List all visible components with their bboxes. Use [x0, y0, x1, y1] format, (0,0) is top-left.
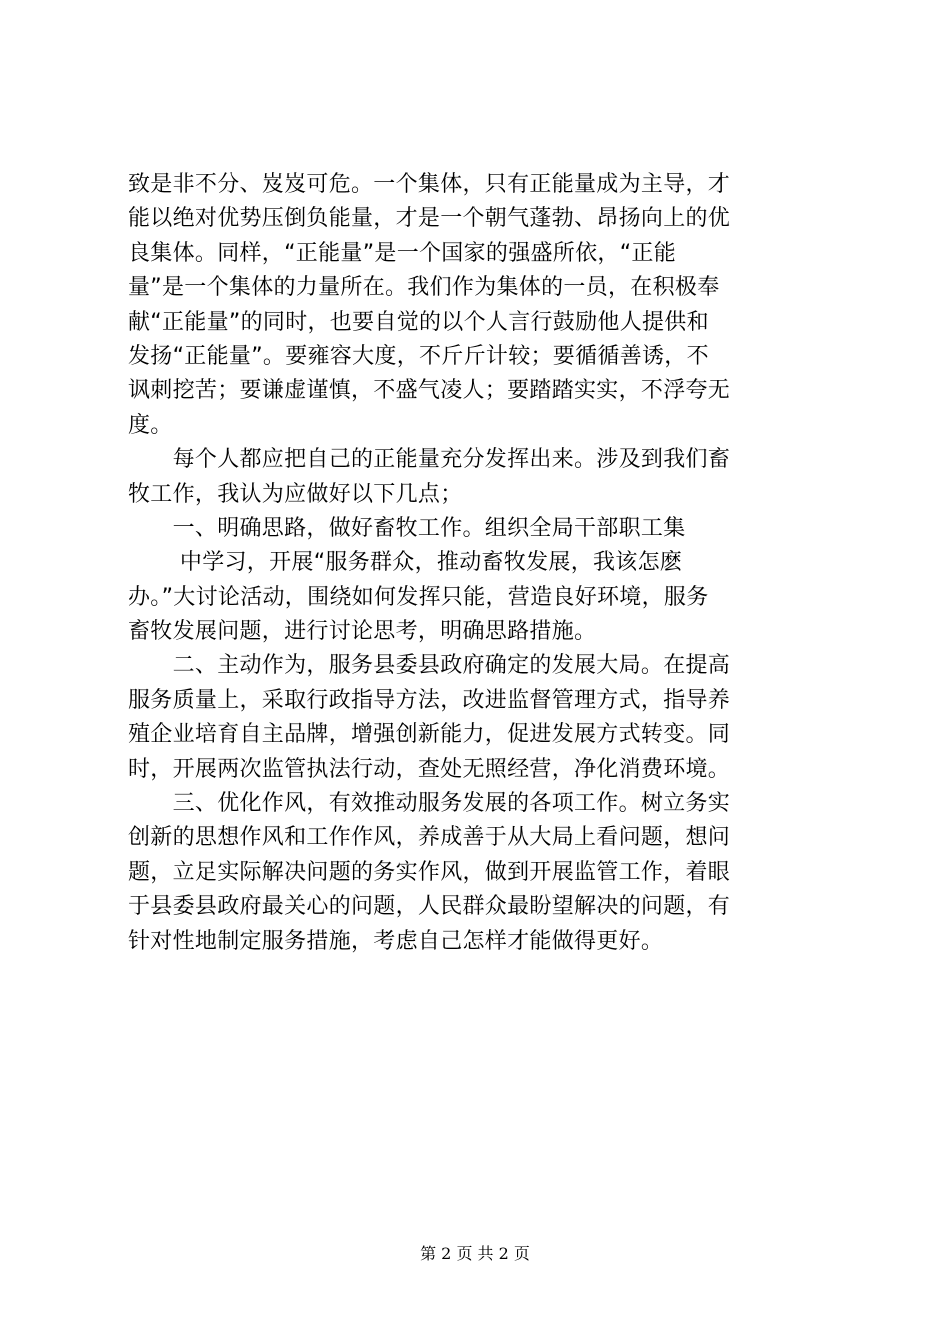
- text-line: 办。”大讨论活动，围绕如何发挥只能，营造良好环境，服务: [128, 584, 709, 610]
- text-line: 二、主动作为，服务县委县政府确定的发展大局。在提高: [128, 653, 731, 679]
- text-line: 创新的思想作风和工作作风，养成善于从大局上看问题，想问: [128, 825, 731, 851]
- text-line: 牧工作，我认为应做好以下几点；: [128, 481, 463, 507]
- text-line: 服务质量上，采取行政指导方法，改进监督管理方式，指导养: [128, 687, 731, 713]
- text-line: 时，开展两次监管执法行动，查处无照经营，净化消费环境。: [128, 756, 731, 782]
- text-line: 于县委县政府最关心的问题，人民群众最盼望解决的问题，有: [128, 894, 731, 920]
- text-line: 能以绝对优势压倒负能量，才是一个朝气蓬勃、昂扬向上的优: [128, 206, 731, 232]
- page-number-footer: 第 2 页 共 2 页: [420, 1244, 530, 1263]
- text-line: 每个人都应把自己的正能量充分发挥出来。涉及到我们畜: [128, 447, 731, 473]
- text-line: 致是非不分、岌岌可危。一个集体，只有正能量成为主导，才: [128, 172, 731, 197]
- text-line: 针对性地制定服务措施，考虑自己怎样才能做得更好。: [128, 928, 664, 954]
- text-line: 中学习，开展“服务群众，推动畜牧发展，我该怎麽: [128, 550, 683, 576]
- text-line: 量”是一个集体的力量所在。我们作为集体的一员，在积极奉: [128, 275, 720, 301]
- text-line: 一、明确思路，做好畜牧工作。组织全局干部职工集: [128, 515, 686, 541]
- text-line: 献“正能量”的同时，也要自觉的以个人言行鼓励他人提供和: [128, 309, 709, 335]
- text-line: 度。: [128, 412, 173, 438]
- text-line: 畜牧发展问题，进行讨论思考，明确思路措施。: [128, 619, 597, 645]
- text-line: 题，立足实际解决问题的务实作风，做到开展监管工作，着眼: [128, 859, 731, 885]
- text-line: 殖企业培育自主品牌，增强创新能力，促进发展方式转变。同: [128, 722, 731, 748]
- text-line: 三、优化作风，有效推动服务发展的各项工作。树立务实: [128, 791, 731, 817]
- text-line: 发扬“正能量”。要雍容大度，不斤斤计较；要循循善诱，不: [128, 343, 709, 369]
- text-line: 讽刺挖苦；要谦虚谨慎，不盛气凌人；要踏踏实实，不浮夸无: [128, 378, 731, 404]
- document-body: [128, 168, 838, 959]
- text-line: 良集体。同样，“正能量”是一个国家的强盛所依，“正能: [128, 240, 676, 266]
